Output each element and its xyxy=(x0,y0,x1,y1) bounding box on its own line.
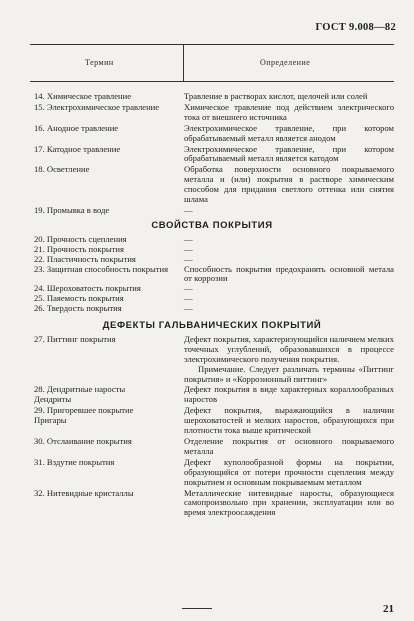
definition-text: Дефект покрытия, характеризующийся наличием мелких точечных углублений, образовавшихся в процессе электрохимического получения покрытия. xyxy=(184,333,394,364)
definition-cell xyxy=(184,304,394,314)
definition-cell xyxy=(184,206,394,216)
terms-table xyxy=(30,44,394,519)
term-text: 26. Твердость покрытия xyxy=(34,303,122,314)
definition-text: — xyxy=(184,253,193,264)
table-header xyxy=(30,44,394,82)
definition-cell xyxy=(184,165,394,205)
definition-text: — xyxy=(184,293,193,304)
definition-text: Дефект покрытия, выражающийся в наличии шероховатостей и мелких наростов, образующихся при плотности тока выше критической xyxy=(184,405,394,436)
definition-text: — xyxy=(184,233,193,244)
definition-cell xyxy=(184,92,394,102)
column-divider xyxy=(183,45,184,81)
table-row xyxy=(30,458,394,488)
definition-cell xyxy=(184,294,394,304)
definition-cell xyxy=(184,124,394,144)
definition-cell xyxy=(184,284,394,294)
table-row xyxy=(30,92,394,102)
definition-cell xyxy=(184,235,394,245)
term-text: 25. Паяемость покрытия xyxy=(34,293,124,304)
definition-cell xyxy=(184,437,394,457)
table-row xyxy=(30,385,394,405)
definition-text: Отделение покрытия от основного покрываемого металла xyxy=(184,436,394,456)
table-row xyxy=(30,206,394,216)
column-header-definition: Определение xyxy=(260,58,311,67)
definition-text: Электрохимическое травление, при котором обрабатываемый металл является катодом xyxy=(184,143,394,164)
definition-text: Дефект куполообразной формы на покрытии, образующийся от потери прочности сцепления между покрытием и основным покрываемым металлом xyxy=(184,456,394,487)
definition-text: Металлические нитевидные наросты, образующиеся самопроизвольно при хранении, эксплуатации или во время электроосаждения xyxy=(184,487,394,518)
section-title-defects: ДЕФЕКТЫ ГАЛЬВАНИЧЕСКИХ ПОКРЫТИЙ xyxy=(102,320,322,332)
definition-text: Дефект покрытия в виде характерных кораллообразных наростов xyxy=(184,384,394,405)
definition-cell xyxy=(184,145,394,165)
definition-cell xyxy=(184,335,394,385)
term-text: 23. Защитная способность покрытия xyxy=(34,263,169,274)
footer-rule xyxy=(182,608,212,609)
definition-cell xyxy=(184,265,394,285)
table-row xyxy=(30,103,394,123)
term-text: 29. Пригоревшее покрытие Пригары xyxy=(34,405,134,426)
section-title-properties: СВОЙСТВА ПОКРЫТИЯ xyxy=(151,219,273,231)
page-header: ГОСТ 9.008—82 xyxy=(315,22,396,33)
table-row xyxy=(30,406,394,436)
definition-text: Травление в растворах кислот, щелочей или солей xyxy=(184,91,368,101)
definition-text: Электрохимическое травление, при котором обрабатываемый металл является анодом xyxy=(184,122,394,143)
term-text: 19. Промывка в воде xyxy=(34,204,110,215)
definition-cell xyxy=(184,489,394,519)
table-row xyxy=(30,437,394,457)
term-text: 32. Нитевидные кристаллы xyxy=(34,487,134,498)
table-row xyxy=(30,255,394,265)
definition-cell xyxy=(184,245,394,255)
term-text: 24. Шероховатость покрытия xyxy=(34,283,141,294)
definition-cell xyxy=(184,255,394,265)
definition-cell xyxy=(184,103,394,123)
definition-text: Химическое травление под действием электрического тока от внешнего источника xyxy=(184,101,394,122)
table-row xyxy=(30,304,394,314)
definition-text: — xyxy=(184,204,193,215)
term-text: 20. Прочность сцепления xyxy=(34,233,127,244)
definition-cell xyxy=(184,406,394,436)
term-text: 17. Катодное травление xyxy=(34,143,121,154)
term-text: 22. Пластичность покрытия xyxy=(34,253,136,264)
table-body xyxy=(30,92,394,518)
term-text: 27. Питтинг покрытия xyxy=(34,333,116,344)
definition-text: Способность покрытия предохранять основной метала от коррозии xyxy=(184,263,394,284)
definition-text: — xyxy=(184,243,193,254)
term-text: 15. Электрохимическое травление xyxy=(34,101,160,112)
term-text: 16. Анодное травление xyxy=(34,122,119,133)
term-text: 21. Прочность покрытия xyxy=(34,243,124,254)
term-text: 14. Химическое травление xyxy=(34,91,132,101)
column-header-term: Термин xyxy=(85,58,114,67)
term-text: 28. Дендритные наросты Дендриты xyxy=(34,384,126,405)
definition-text: — xyxy=(184,283,193,294)
definition-text: — xyxy=(184,303,193,314)
definition-cell xyxy=(184,458,394,488)
table-row xyxy=(30,145,394,165)
table-row xyxy=(30,335,394,385)
term-text: 31. Вздутие покрытия xyxy=(34,456,115,467)
table-row xyxy=(30,124,394,144)
definition-cell xyxy=(184,385,394,405)
table-row xyxy=(30,265,394,285)
table-row xyxy=(30,489,394,519)
table-row xyxy=(30,165,394,205)
term-text: 18. Осветление xyxy=(34,164,90,175)
definition-text: Обработка поверхности основного покрываемого металла и (или) покрытия в растворе химическим способом для придания светлого оттенка или снятия шлама xyxy=(184,164,394,205)
term-text: 30. Отслаивание покрытия xyxy=(34,436,132,446)
definition-note: Примечание. Следует различать термины «Питтинг покрытия» и «Коррозионный питтинг» xyxy=(184,363,394,384)
page-number: 21 xyxy=(383,603,394,615)
